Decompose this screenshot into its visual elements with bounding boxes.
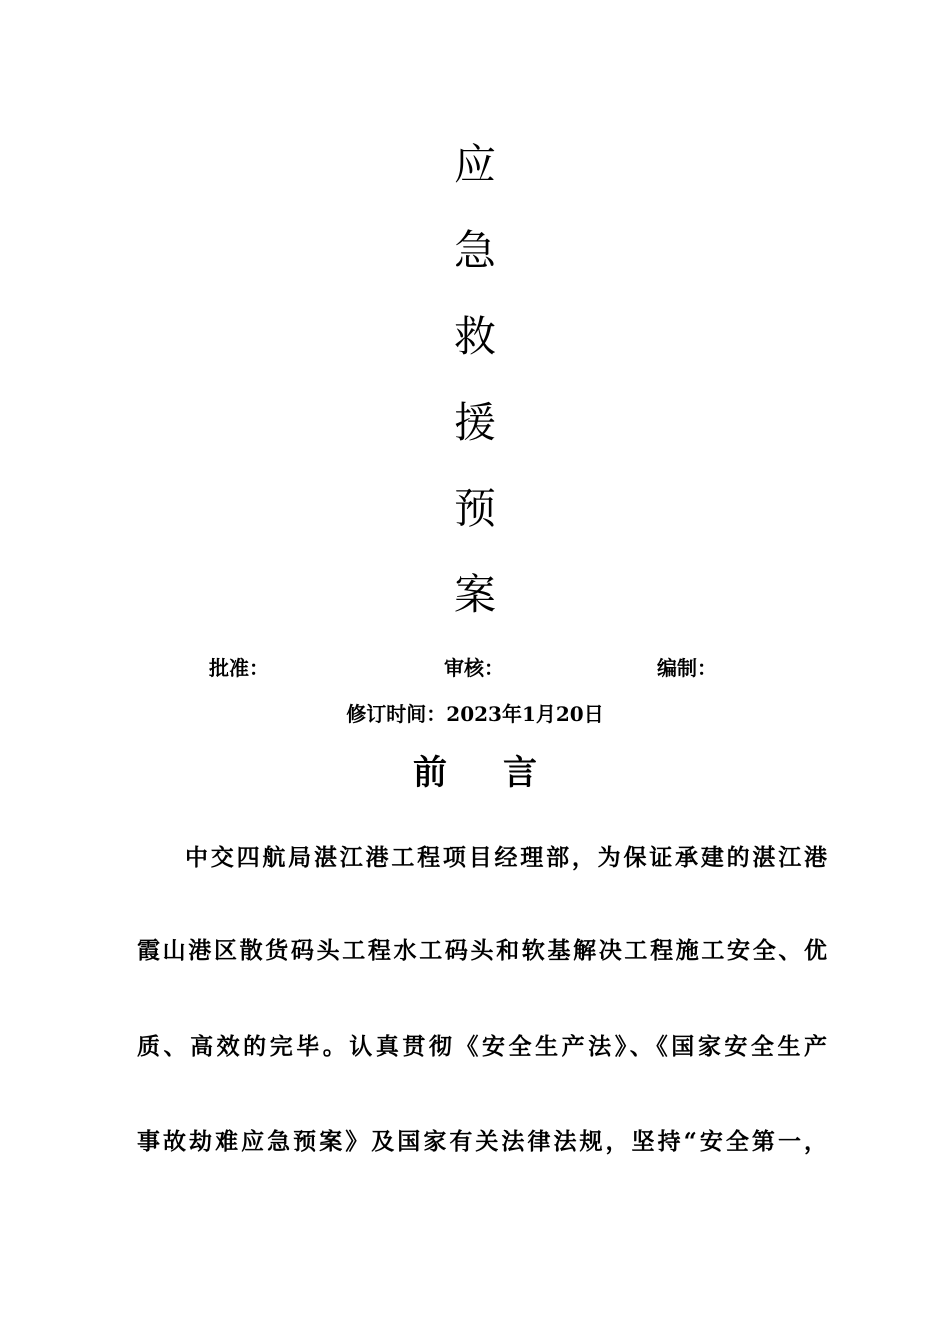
revision-date: 修订时间：2023年1月20日 bbox=[346, 702, 604, 726]
approve-label: 批准： bbox=[209, 656, 269, 680]
preface-heading bbox=[0, 751, 950, 795]
preface-line-4: 事故劫难应急预案》及国家有关法律法规，坚持“安全第一， bbox=[137, 1128, 827, 1155]
preface-line-3: 质、高效的完毕。认真贯彻《安全生产法》、《国家安全生产 bbox=[137, 1033, 827, 1060]
title-char-1: 应 bbox=[453, 140, 496, 189]
review-label: 审核： bbox=[444, 656, 504, 680]
signature-row bbox=[0, 654, 950, 682]
title-char-2: 急 bbox=[453, 226, 496, 275]
title-char-4: 援 bbox=[453, 398, 496, 447]
compile-label: 编制： bbox=[657, 656, 717, 680]
title-char-3: 救 bbox=[453, 312, 496, 361]
title-char-6: 案 bbox=[453, 570, 496, 619]
preface-line-1: 中交四航局湛江港工程项目经理部，为保证承建的湛江港 bbox=[185, 844, 827, 871]
preface-heading-right: 言 bbox=[503, 753, 537, 793]
preface-heading-left: 前 bbox=[413, 753, 447, 793]
preface-line-2: 霞山港区散货码头工程水工码头和软基解决工程施工安全、优 bbox=[137, 937, 827, 964]
title-char-5: 预 bbox=[453, 484, 496, 533]
